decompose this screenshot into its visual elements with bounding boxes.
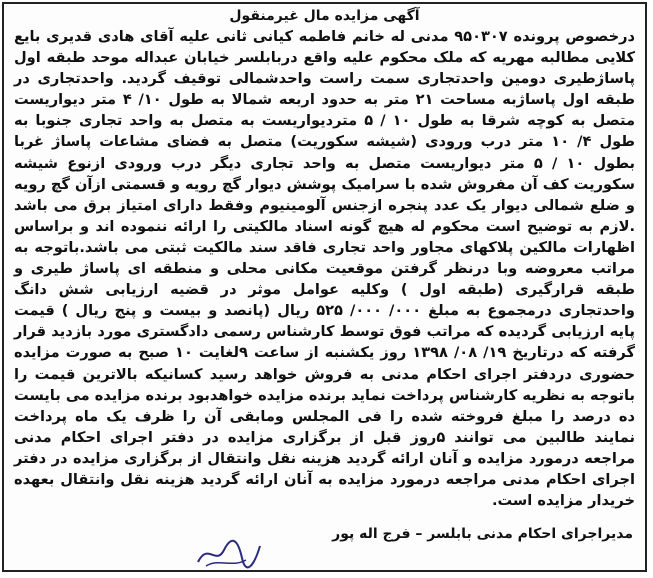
notice-title: آگهی مزایده مال غیرمنقول xyxy=(229,8,420,24)
notice-body: درخصوص پرونده ۹۵۰۳۰۷ مدنی له خانم فاطمه کیانی ثانی علیه آقای هادی قدیری بایع کلایی مطالبه مهریه که ملک محکوم علیه واقع دربابلسر خیابان عبداله موحد طبقه اول پاساژطیری دومین واحدتجاری سمت راست واحدشمالی توقیف گردید. واحدتجاری در طبقه اول پاساژبه مساحت ۲۱ متر به حدود اربعه شمالا به طول ۱۰/ ۴ متر دیواریست متصل به کوچه شرقا به طول ۱۰ / ۵ متردیواریست به متصل به واحد تجاری جنوبا به طول ۴/ ۱۰ متر درب ورودی (شیشه سکوریت) متصل به فضای مشاعات پاساژ غربا بطول ۱۰ / ۵ متر دیواریست متصل به واحد تجاری دیگر درب ورودی ازنوع شیشه سکوریت کف آن مفروش شده با سرامیک پوشش دیوار گچ رویه و قسمتی ازآن گچ رویه و ضلع شمالی دیوار یک عدد پنجره ازجنس آلومینیوم وفقط دارای امتیاز برق می باشد .لازم به توضیح است محکوم له هیچ گونه اسناد مالکیتی را ارائه ننموده اند و براساس اظهارات مالکین پلاکهای مجاور واحد تجاری فاقد سند مالکیت ثبتی می باشد.باتوجه به مراتب معروضه وبا درنظر گرفتن موقعیت مکانی محلی و منطقه ای پاساژ طیری و طبقه قرارگیری (طبقه اول ) وکلیه عوامل موثر در قضیه ارزیابی شش دانگ واحدتجاری درمجموع به مبلغ ۰۰۰/ ۰۰۰/ ۵۲۵ ریال (پانصد و بیست و پنج ریال ) قیمت پایه ارزیابی گردیده که مراتب فوق توسط کارشناس رسمی دادگستری مورد بازدید قرار گرفته که درتاریخ ۱۹/ ۰۸/ ۱۳۹۸ روز یکشنبه از ساعت ۹لغایت ۱۰ صبح به صورت مزایده حضوری دردفتر اجرای احکام مدنی به فروش خواهد رسید کسانیکه بالاترین قیمت را باتوجه به نظریه کارشناس پرداخت نماید برنده مزایده خواهدبود برنده مزایده می بایست ده درصد را مبلغ فروخته شده را فی المجلس ومابقی آن را ظرف یک ماه پرداخت نمایند طالبین می توانند ۵روز قبل از برگزاری مزایده در دفتر اجرای احکام مدنی مراجعه درمورد مزایده و آنان ارائه گردید هزینه نقل وانتقال از برگزاری مزایده در دفتر اجرای احکام مدنی مراجعه درمورد مزایده به آنان ارائه گردید هزینه نقل وانتقال بعهده خریدار مزایده است. xyxy=(14,28,636,510)
notice-frame xyxy=(2,2,647,572)
notice-signature: مدیراجرای احکام مدنی بابلسر – فرج اله پور xyxy=(332,526,633,542)
signature-scribble-icon xyxy=(194,536,264,570)
